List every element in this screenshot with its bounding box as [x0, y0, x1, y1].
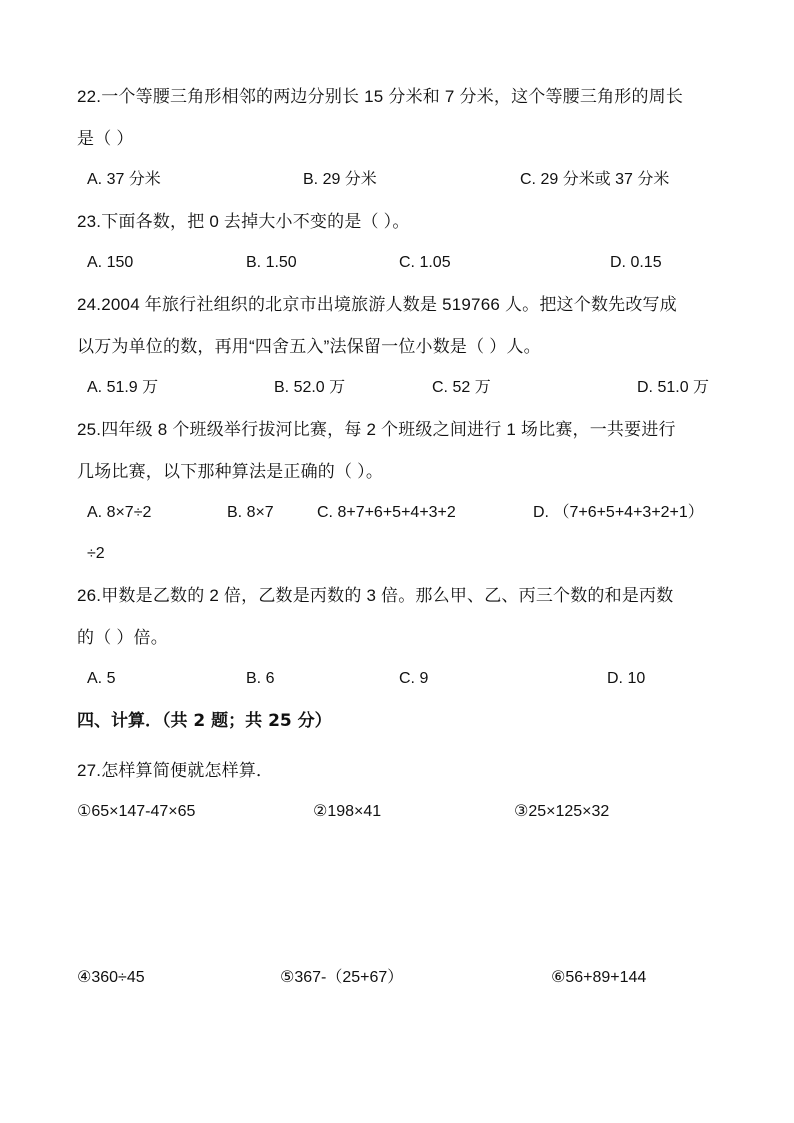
calc-item-5: ⑤367-（25+67）: [280, 969, 404, 986]
question-text: 24.2004 年旅行社组织的北京市出境旅游人数是 519766 人。把这个数先改写成: [77, 295, 677, 314]
question-text: 23.下面各数，把 0 去掉大小不变的是（ ）。: [77, 212, 410, 231]
option-a: A. 5: [87, 670, 116, 687]
option-d: D. （7+6+5+4+3+2+1）: [533, 504, 704, 521]
option-d: D. 0.15: [610, 254, 662, 271]
option-c: C. 52 万: [432, 379, 491, 396]
option-b: B. 1.50: [246, 254, 297, 271]
option-c: C. 9: [399, 670, 429, 687]
option-d: D. 10: [607, 670, 646, 687]
option-b: B. 52.0 万: [274, 379, 346, 396]
question-text: 25.四年级 8 个班级举行拔河比赛，每 2 个班级之间进行 1 场比赛，一共要进行: [77, 420, 676, 439]
option-d-continued: ÷2: [87, 545, 105, 562]
option-c: C. 8+7+6+5+4+3+2: [317, 504, 456, 521]
calc-item-4: ④360÷45: [77, 969, 145, 986]
option-a: A. 37 分米: [87, 171, 161, 188]
option-a: A. 51.9 万: [87, 379, 159, 396]
option-a: A. 150: [87, 254, 134, 271]
option-d: D. 51.0 万: [637, 379, 710, 396]
option-b: B. 8×7: [227, 504, 274, 521]
option-b: B. 6: [246, 670, 275, 687]
option-c: C. 29 分米或 37 分米: [520, 171, 670, 188]
section-title: 四、计算．（共 2 题；共 25 分）: [77, 711, 332, 731]
question-text: 22.一个等腰三角形相邻的两边分别长 15 分米和 7 分米，这个等腰三角形的周长: [77, 87, 684, 106]
calc-item-6: ⑥56+89+144: [551, 969, 647, 986]
calc-item-2: ②198×41: [313, 803, 382, 820]
option-a: A. 8×7÷2: [87, 504, 152, 521]
question-text: 27.怎样算简便就怎样算．: [77, 761, 274, 780]
question-text: 以万为单位的数，再用“四舍五入”法保留一位小数是（ ）人。: [77, 337, 541, 356]
question-text: 的（ ）倍。: [77, 628, 168, 647]
question-text: 几场比赛，以下那种算法是正确的（ ）。: [77, 462, 384, 481]
calc-item-3: ③25×125×32: [514, 803, 610, 820]
question-text: 26.甲数是乙数的 2 倍，乙数是丙数的 3 倍。那么甲、乙、丙三个数的和是丙数: [77, 586, 674, 605]
question-text: 是（ ）: [77, 129, 134, 148]
option-c: C. 1.05: [399, 254, 451, 271]
calc-item-1: ①65×147-47×65: [77, 803, 196, 820]
option-b: B. 29 分米: [303, 171, 377, 188]
